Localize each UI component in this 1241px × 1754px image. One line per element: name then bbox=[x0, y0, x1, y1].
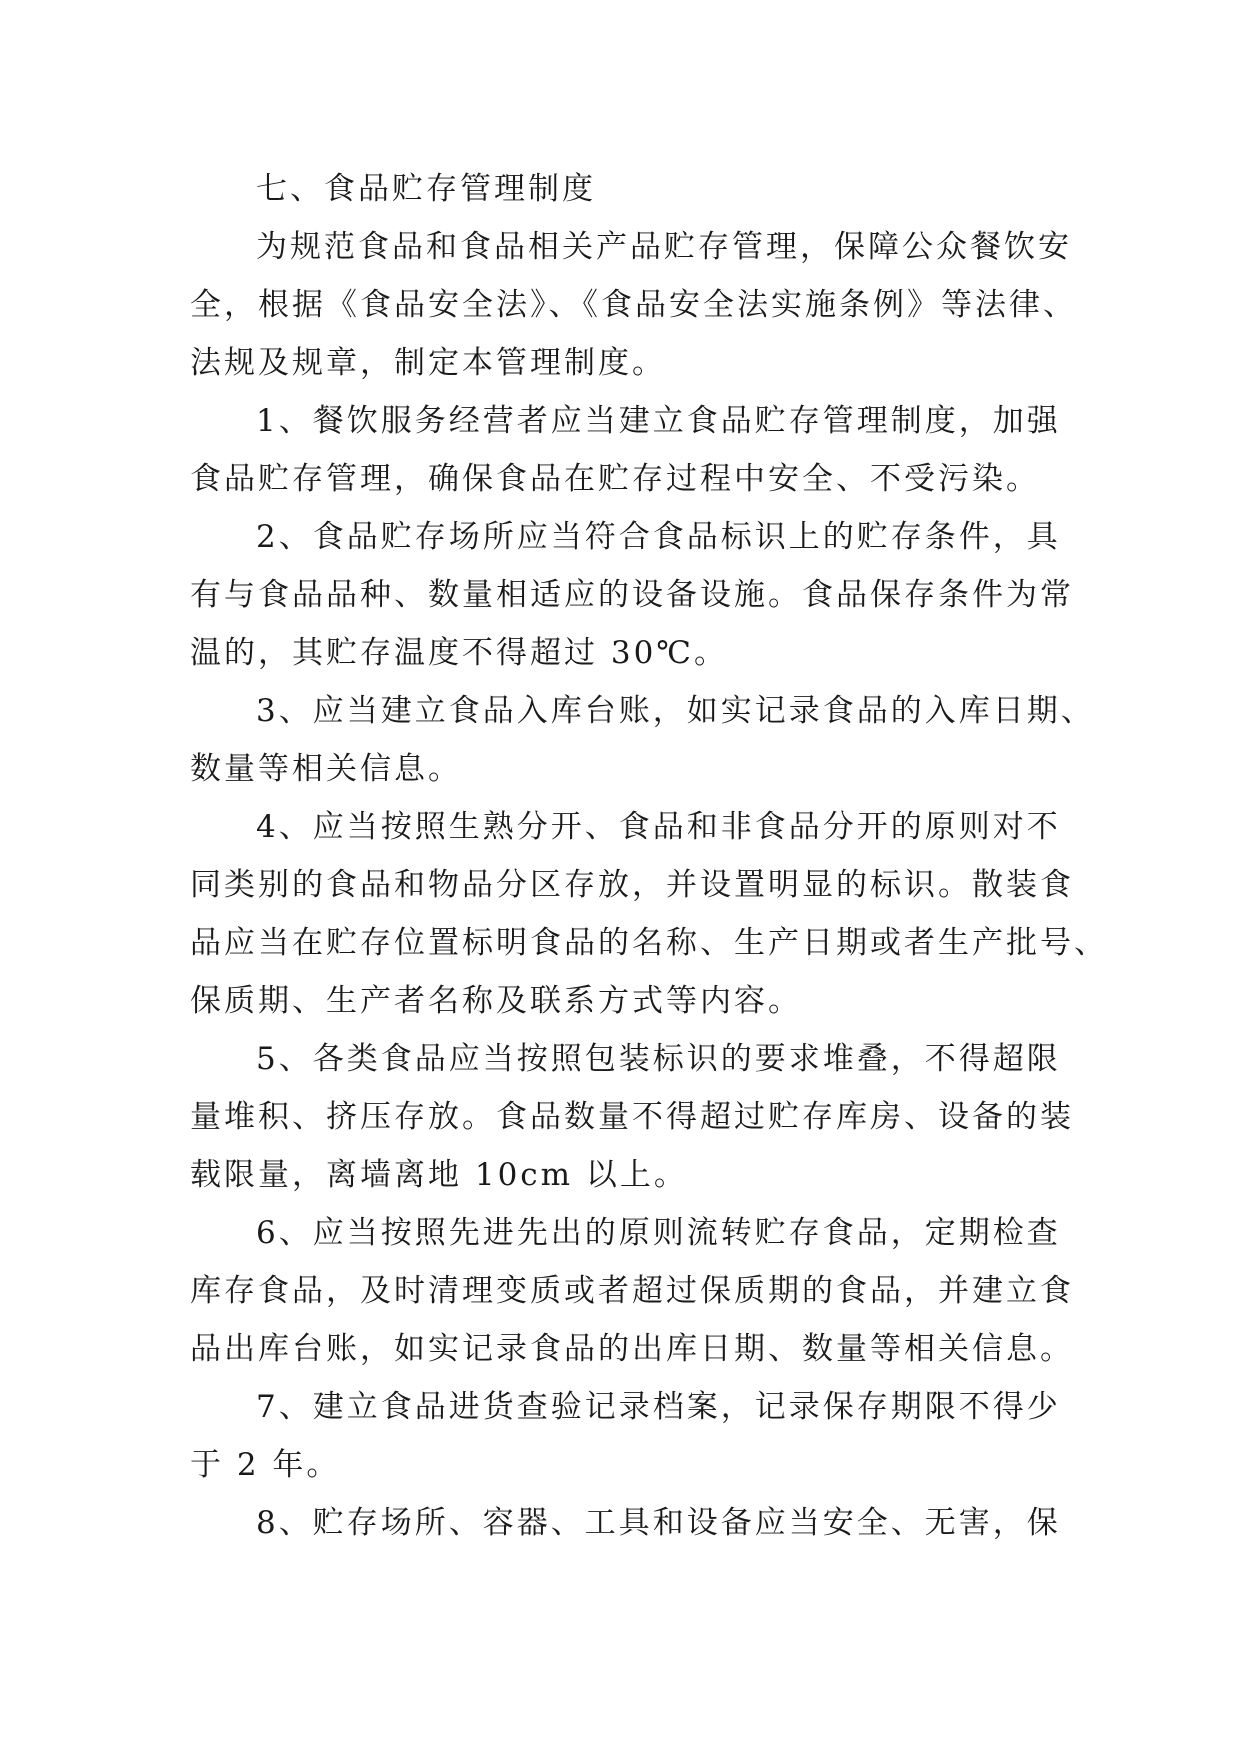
document-body bbox=[190, 160, 1108, 1552]
paragraph-line: 5、各类食品应当按照包装标识的要求堆叠，不得超限 bbox=[256, 1041, 1061, 1077]
paragraph-line: 4、应当按照生熟分开、食品和非食品分开的原则对不 bbox=[256, 809, 1061, 845]
rule-item-5 bbox=[190, 1030, 1074, 1204]
paragraph-line: 为规范食品和食品相关产品贮存管理，保障公众餐饮安 bbox=[256, 229, 1072, 265]
paragraph-line: 数量等相关信息。 bbox=[190, 751, 462, 787]
rule-item-2 bbox=[190, 508, 1074, 682]
paragraph-line: 品出库台账，如实记录食品的出库日期、数量等相关信息。 bbox=[190, 1331, 1074, 1367]
paragraph-line: 载限量，离墙离地 10cm 以上。 bbox=[190, 1157, 688, 1193]
paragraph-line: 全，根据《食品安全法》、《食品安全法实施条例》等法律、 bbox=[190, 287, 1077, 323]
paragraph-line: 8、贮存场所、容器、工具和设备应当安全、无害，保 bbox=[256, 1505, 1061, 1541]
paragraph-line: 6、应当按照先进先出的原则流转贮存食品，定期检查 bbox=[256, 1215, 1061, 1251]
paragraph-line: 温的，其贮存温度不得超过 30℃。 bbox=[190, 635, 728, 671]
section-heading: 七、食品贮存管理制度 bbox=[256, 171, 596, 207]
rule-item-3 bbox=[190, 682, 1095, 798]
paragraph-line: 保质期、生产者名称及联系方式等内容。 bbox=[190, 983, 802, 1019]
paragraph-line: 有与食品品种、数量相适应的设备设施。食品保存条件为常 bbox=[190, 577, 1074, 613]
paragraph-line: 2、食品贮存场所应当符合食品标识上的贮存条件，具 bbox=[256, 519, 1061, 555]
paragraph-line: 品应当在贮存位置标明食品的名称、生产日期或者生产批号、 bbox=[190, 925, 1108, 961]
intro-paragraph bbox=[190, 218, 1077, 392]
rule-item-4 bbox=[190, 798, 1108, 1030]
paragraph-line: 食品贮存管理，确保食品在贮存过程中安全、不受污染。 bbox=[190, 461, 1040, 497]
paragraph-line: 1、餐饮服务经营者应当建立食品贮存管理制度，加强 bbox=[256, 403, 1061, 439]
rule-item-8 bbox=[190, 1494, 1070, 1552]
rule-item-1 bbox=[190, 392, 1070, 508]
paragraph-line: 于 2 年。 bbox=[190, 1447, 341, 1483]
paragraph-line: 3、应当建立食品入库台账，如实记录食品的入库日期、 bbox=[256, 693, 1095, 729]
paragraph-line: 量堆积、挤压存放。食品数量不得超过贮存库房、设备的装 bbox=[190, 1099, 1074, 1135]
rule-item-7 bbox=[190, 1378, 1070, 1494]
paragraph-line: 法规及规章，制定本管理制度。 bbox=[190, 345, 666, 381]
paragraph-line: 7、建立食品进货查验记录档案，记录保存期限不得少 bbox=[256, 1389, 1061, 1425]
paragraph-line: 库存食品，及时清理变质或者超过保质期的食品，并建立食 bbox=[190, 1273, 1074, 1309]
rule-item-6 bbox=[190, 1204, 1074, 1378]
paragraph-line: 同类别的食品和物品分区存放，并设置明显的标识。散装食 bbox=[190, 867, 1074, 903]
